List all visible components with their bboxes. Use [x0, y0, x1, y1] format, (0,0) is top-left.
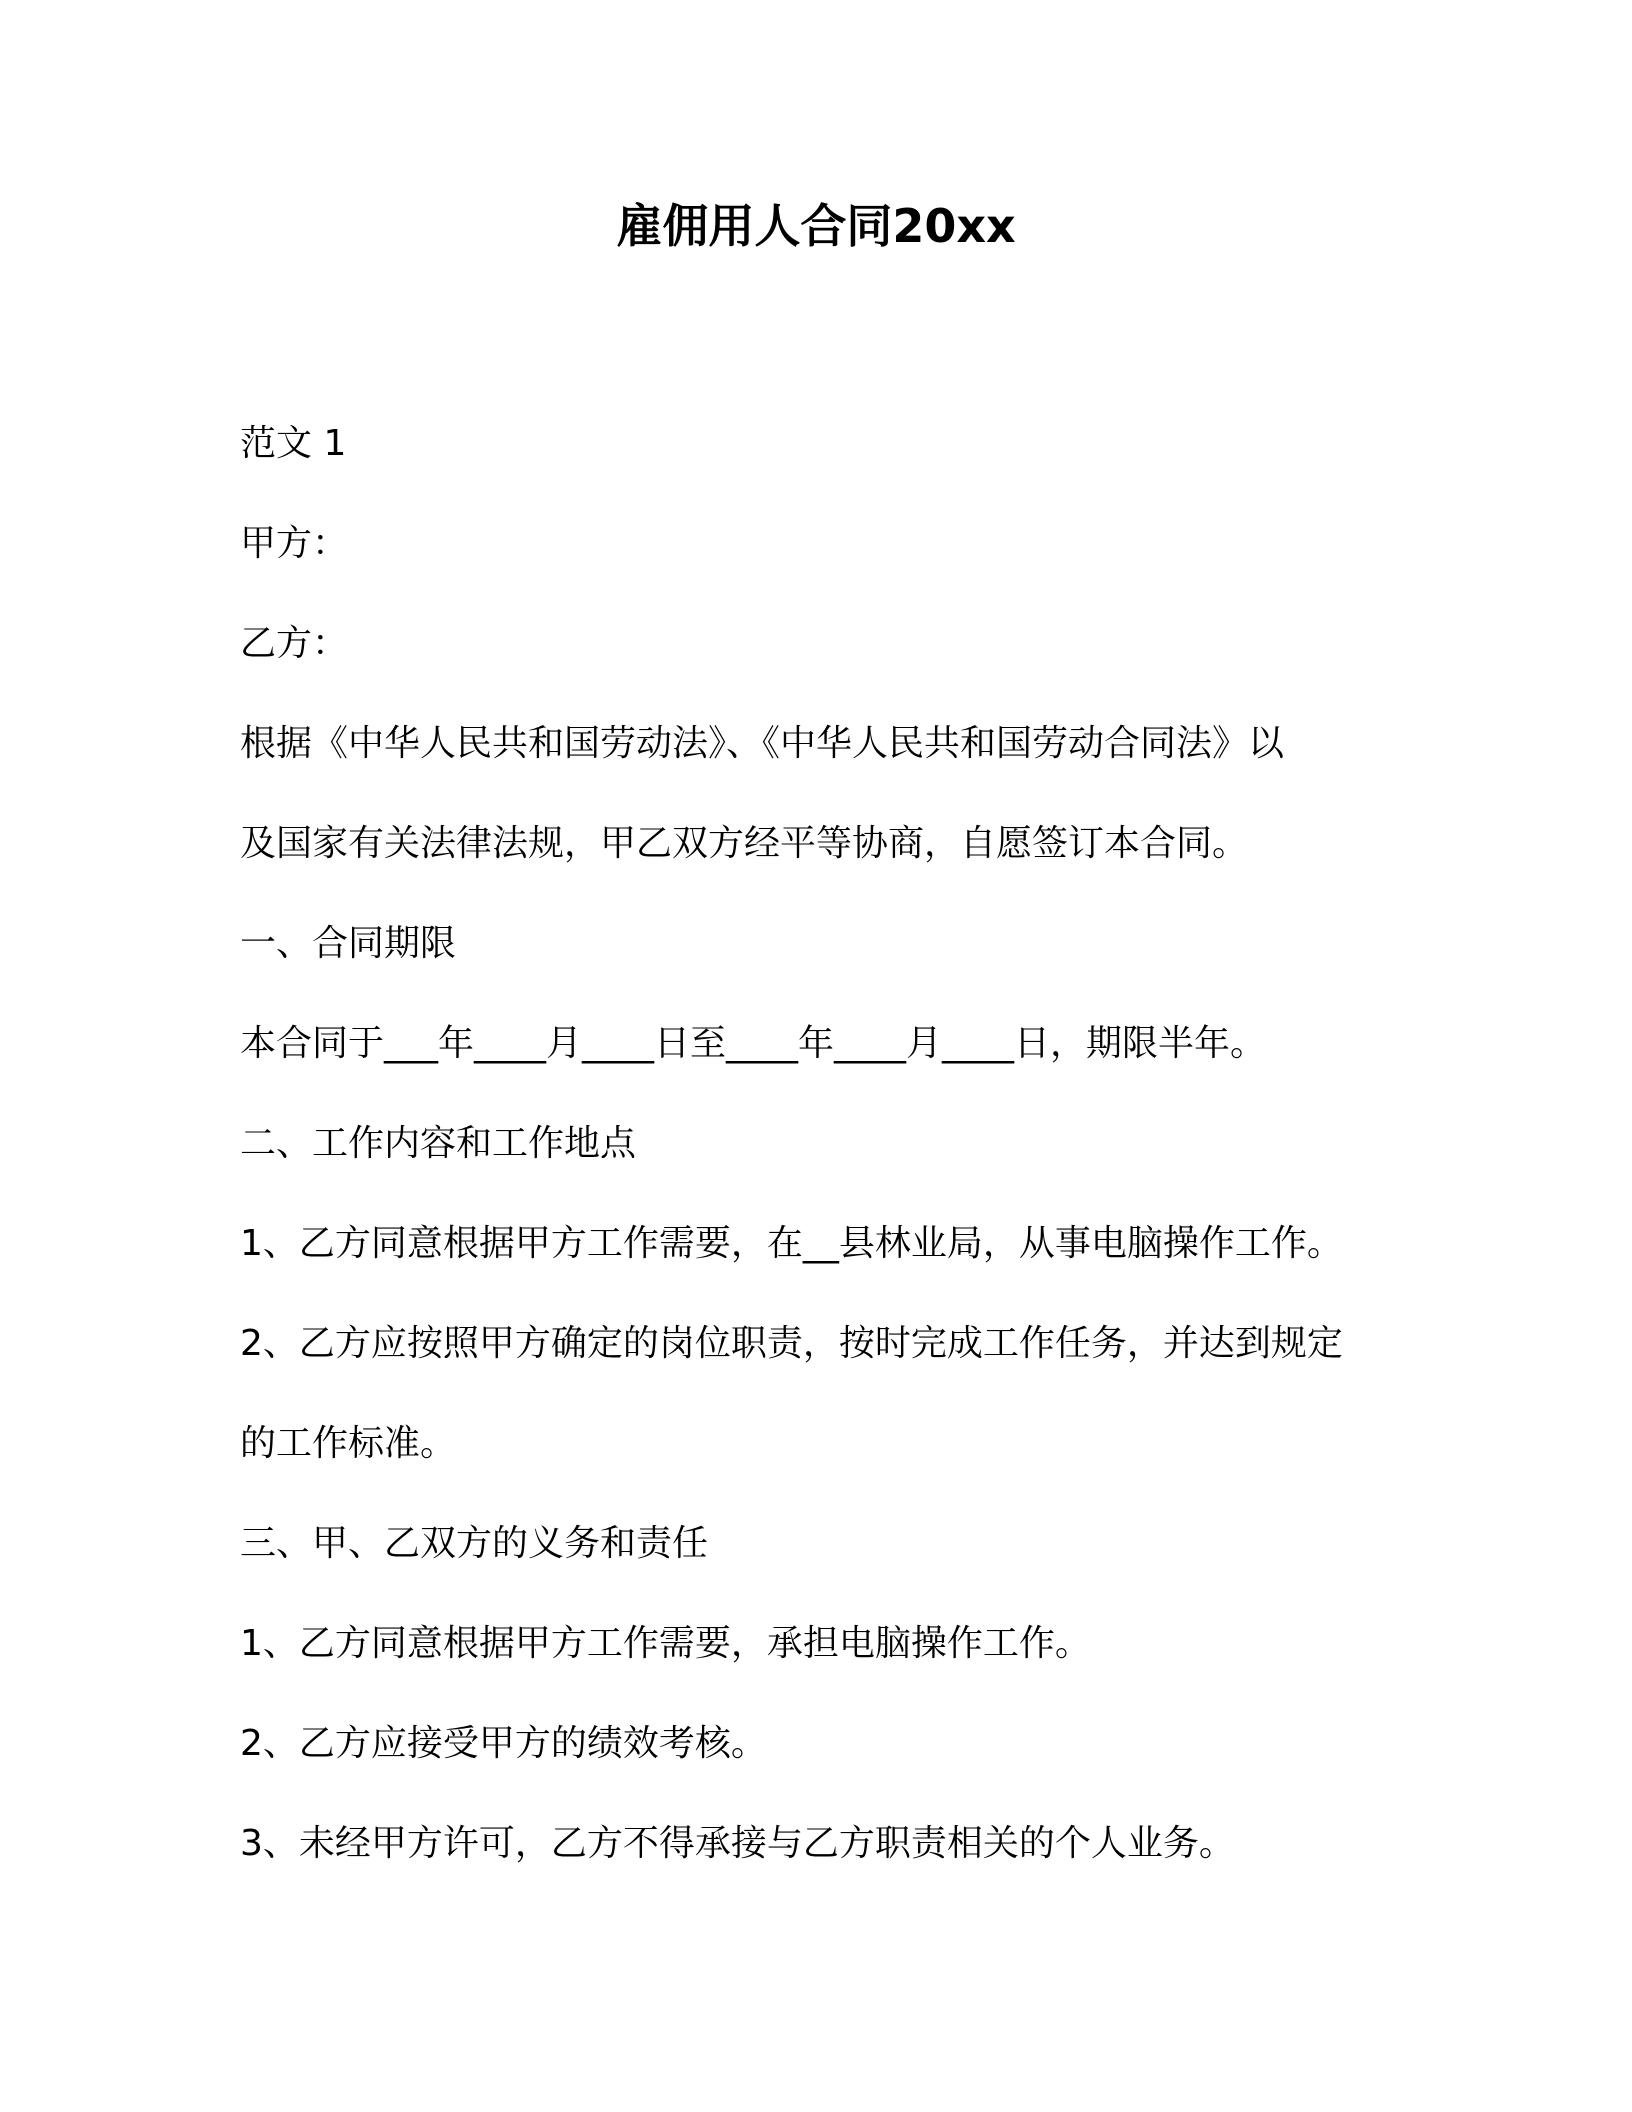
section-heading-duties: 三、甲、乙双方的义务和责任 — [240, 1523, 709, 1564]
work-clause-2-line-2: 的工作标准。 — [240, 1423, 457, 1464]
duties-clause-1: 1、乙方同意根据甲方工作需要，承担电脑操作工作。 — [240, 1623, 1091, 1664]
preamble-line-1: 根据《中华人民共和国劳动法》、《中华人民共和国劳动合同法》以 — [240, 723, 1285, 764]
section-heading-term: 一、合同期限 — [240, 923, 457, 964]
party-a-label: 甲方： — [240, 523, 349, 564]
work-clause-1: 1、乙方同意根据甲方工作需要，在__县林业局，从事电脑操作工作。 — [240, 1223, 1343, 1264]
party-b-label: 乙方： — [240, 623, 349, 664]
document-title: 雇佣用人合同20xx — [616, 199, 1016, 253]
term-clause: 本合同于___年____月____日至____年____月____日，期限半年。 — [240, 1023, 1267, 1064]
duties-clause-2: 2、乙方应接受甲方的绩效考核。 — [240, 1723, 767, 1764]
sample-label: 范文 1 — [240, 423, 347, 464]
work-clause-2-line-1: 2、乙方应按照甲方确定的岗位职责，按时完成工作任务，并达到规定 — [240, 1323, 1343, 1364]
preamble-line-2: 及国家有关法律法规，甲乙双方经平等协商，自愿签订本合同。 — [240, 823, 1249, 864]
duties-clause-3: 3、未经甲方许可，乙方不得承接与乙方职责相关的个人业务。 — [240, 1823, 1235, 1864]
section-heading-work: 二、工作内容和工作地点 — [240, 1123, 637, 1164]
